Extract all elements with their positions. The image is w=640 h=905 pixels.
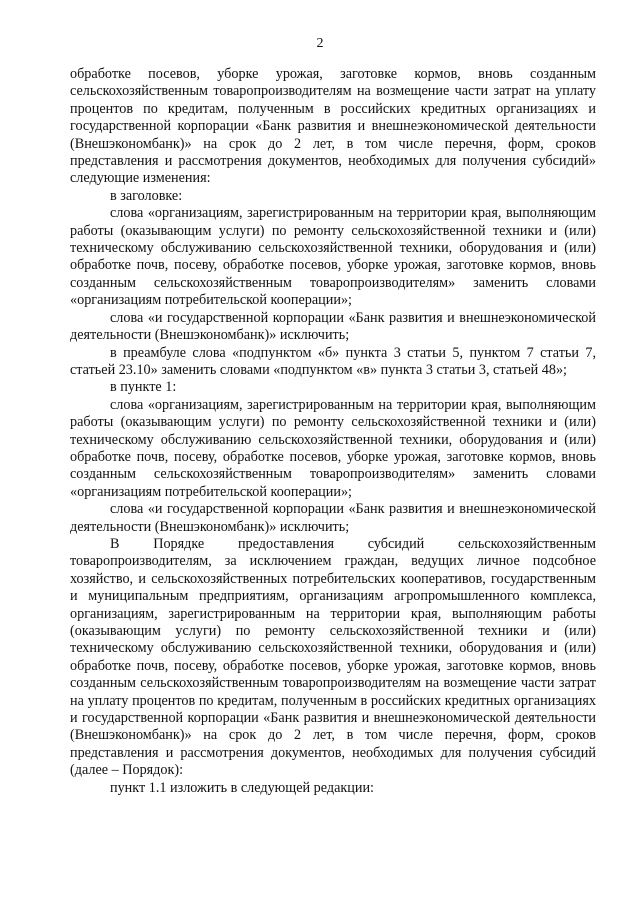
paragraph: обработке посевов, уборке урожая, заготовке кормов, вновь созданным сельскохозяйственным товаропроизводителям на возмещение части затрат на уплату процентов по кредитам, полученным в российских кредитных организациях и государственной корпорации «Банк развития и внешнеэкономической деятельности (Внешэкономбанк)» на срок до 2 лет, в том числе перечня, форм, сроков представления и рассмотрения документов, необходимых для получения субсидий» следующие изменения: [70,66,596,187]
paragraph: в преамбуле слова «подпунктом «б» пункта 3 статьи 5, пунктом 7 статьи 7, статьей 23.10» заменить словами «подпунктом «в» пункта 3 статьи 3, статьей 48»; [70,344,596,378]
paragraph: слова «организациям, зарегистрированным на территории края, выполняющим работы (оказывающим услуги) по ремонту сельскохозяйственной техники и (или) техническому обслуживанию сельскохозяйственной техники, оборудования и (или) обработке почв, посеву, обработке посевов, уборке урожая, заготовке кормов, вновь созданным сельскохозяйственным товаропроизводителям» заменить словами «организациям потребительской кооперации»; [70,205,596,309]
document-body [70,66,596,797]
paragraph: в заголовке: [110,187,183,204]
paragraph: в пункте 1: [110,379,177,396]
paragraph: слова «и государственной корпорации «Банк развития и внешнеэкономической деятельности (Внешэкономбанк)» исключить; [70,309,596,344]
paragraph: слова «организациям, зарегистрированным на территории края, выполняющим работы (оказывающим услуги) по ремонту сельскохозяйственной техники и (или) техническому обслуживанию сельскохозяйственной техники, оборудования и (или) обработке почв, посеву, обработке посевов, уборке урожая, заготовке кормов, вновь созданным сельскохозяйственным товаропроизводителям» заменить словами «организациям потребительской кооперации»; [70,396,596,500]
paragraph: слова «и государственной корпорации «Банк развития и внешнеэкономической деятельности (Внешэкономбанк)» исключить; [70,501,596,535]
page-number: 2 [316,36,324,51]
paragraph: В Порядке предоставления субсидий сельскохозяйственным товаропроизводителям, за исключением граждан, ведущих личное подсобное хозяйство, и сельскохозяйственных потребительских кооперативов, государственным и муниципальным предприятиям, организациям агропромышленного комплекса, организациям, зарегистрированным на территории края, выполняющим работы (оказывающим услуги) по ремонту сельскохозяйственной техники и (или) техническому обслуживанию сельскохозяйственной техники, оборудования и (или) обработке почв, посеву, обработке посевов, уборке урожая, заготовке кормов, вновь созданным сельскохозяйственным товаропроизводителям на возмещение части затрат на уплату процентов по кредитам, полученным в российских кредитных организациях и государственной корпорации «Банк развития и внешнеэкономической деятельности (Внешэкономбанк)» на срок до 2 лет, в том числе перечня, форм, сроков представления и рассмотрения документов, необходимых для получения субсидий (далее – Порядок): [70,535,596,779]
paragraph: пункт 1.1 изложить в следующей редакции: [110,779,374,796]
